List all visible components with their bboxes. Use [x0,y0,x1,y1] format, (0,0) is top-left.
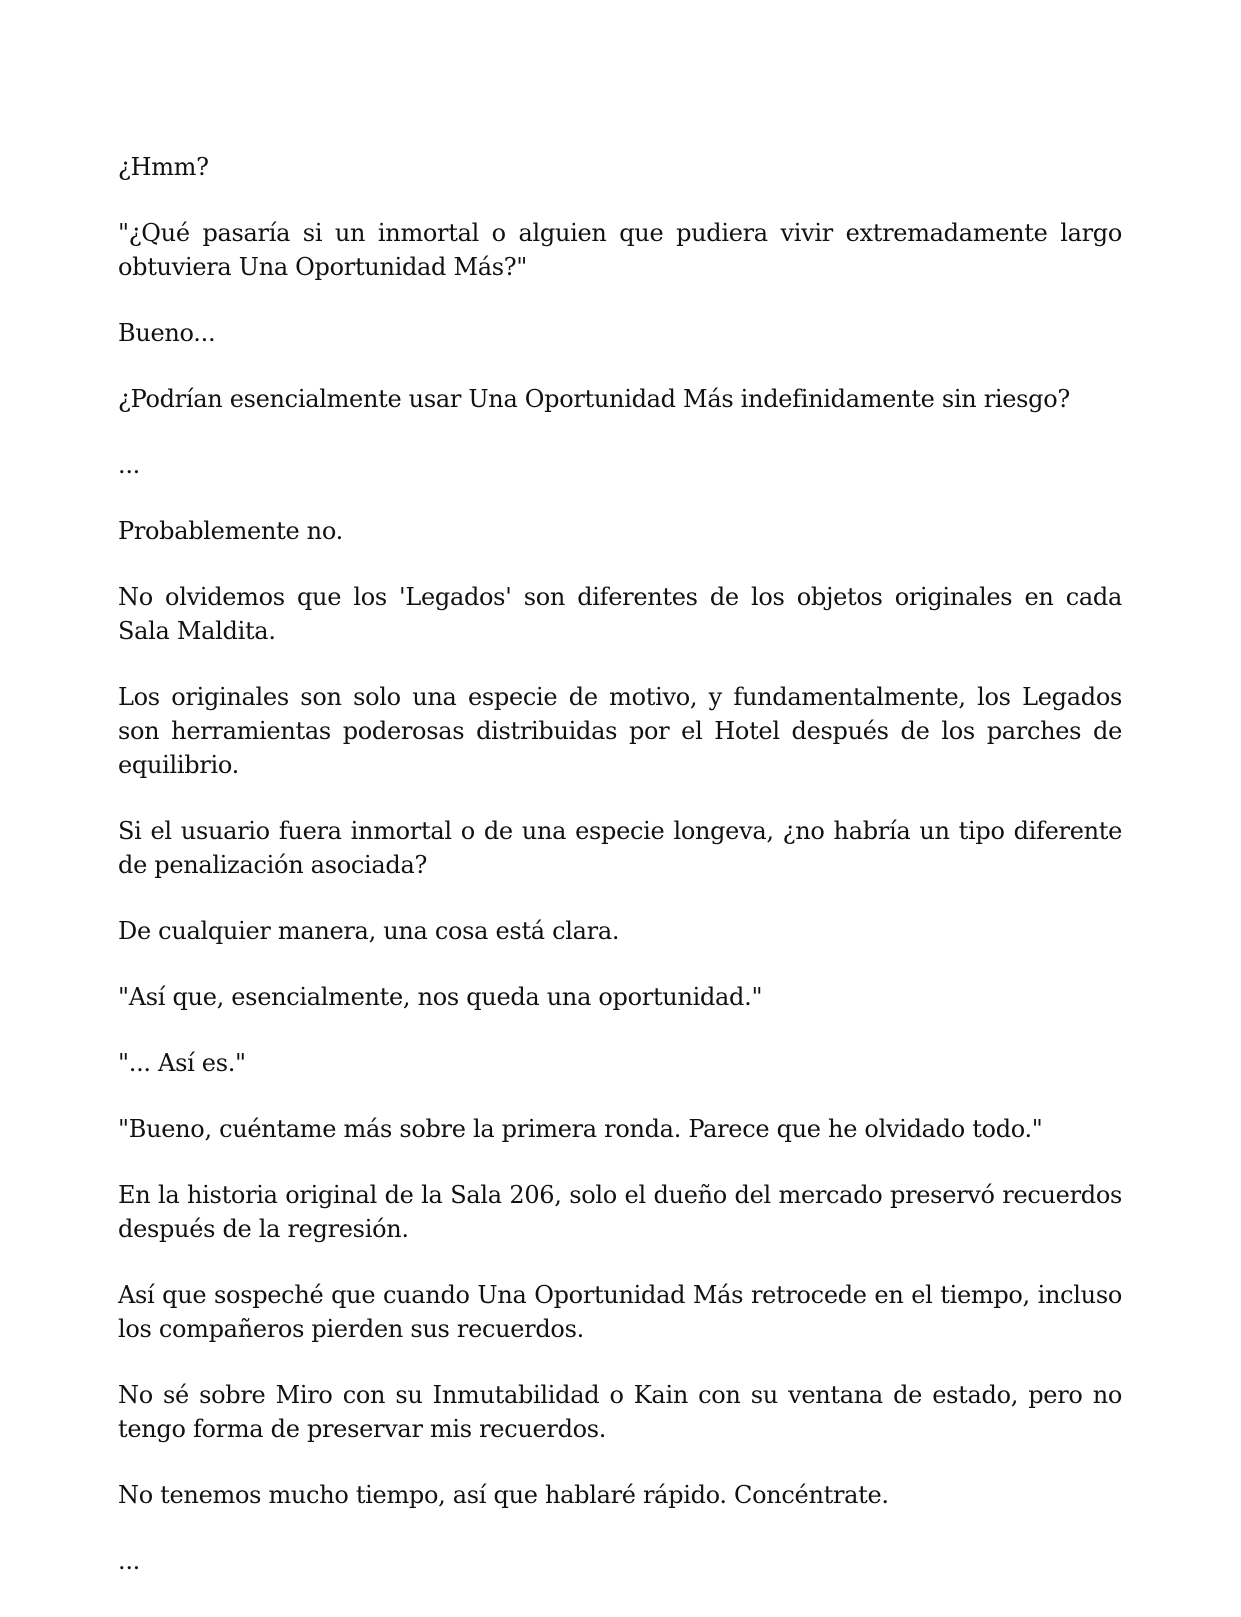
paragraph: ¿Podrían esencialmente usar Una Oportunidad Más indefinidamente sin riesgo? [118,385,1070,413]
paragraph: En la historia original de la Sala 206, solo el dueño del mercado preservó recuerdos después de la regresión. [118,1181,1122,1243]
paragraph: ... [118,1547,140,1575]
paragraph: "... Así es." [118,1049,246,1077]
paragraph: Bueno... [118,319,216,347]
paragraph: No sé sobre Miro con su Inmutabilidad o Kain con su ventana de estado, pero no tengo forma de preservar mis recuerdos. [118,1381,1122,1443]
paragraph: "Bueno, cuéntame más sobre la primera ronda. Parece que he olvidado todo." [118,1115,1043,1143]
document-body [118,150,1122,1610]
paragraph: ¿Hmm? [118,153,209,181]
paragraph: "Así que, esencialmente, nos queda una oportunidad." [118,983,763,1011]
paragraph: Si el usuario fuera inmortal o de una especie longeva, ¿no habría un tipo diferente de penalización asociada? [118,817,1122,879]
paragraph: De cualquier manera, una cosa está clara. [118,917,620,945]
paragraph: "¿Qué pasaría si un inmortal o alguien que pudiera vivir extremadamente largo obtuviera Una Oportunidad Más?" [118,219,1122,281]
paragraph: No tenemos mucho tiempo, así que hablaré rápido. Concéntrate. [118,1481,889,1509]
paragraph: Los originales son solo una especie de motivo, y fundamentalmente, los Legados son herramientas poderosas distribuidas por el Hotel después de los parches de equilibrio. [118,683,1122,779]
paragraph: No olvidemos que los 'Legados' son diferentes de los objetos originales en cada Sala Maldita. [118,583,1122,645]
paragraph: Así que sospeché que cuando Una Oportunidad Más retrocede en el tiempo, incluso los compañeros pierden sus recuerdos. [118,1281,1122,1343]
paragraph: Probablemente no. [118,517,343,545]
paragraph: ... [118,451,140,479]
